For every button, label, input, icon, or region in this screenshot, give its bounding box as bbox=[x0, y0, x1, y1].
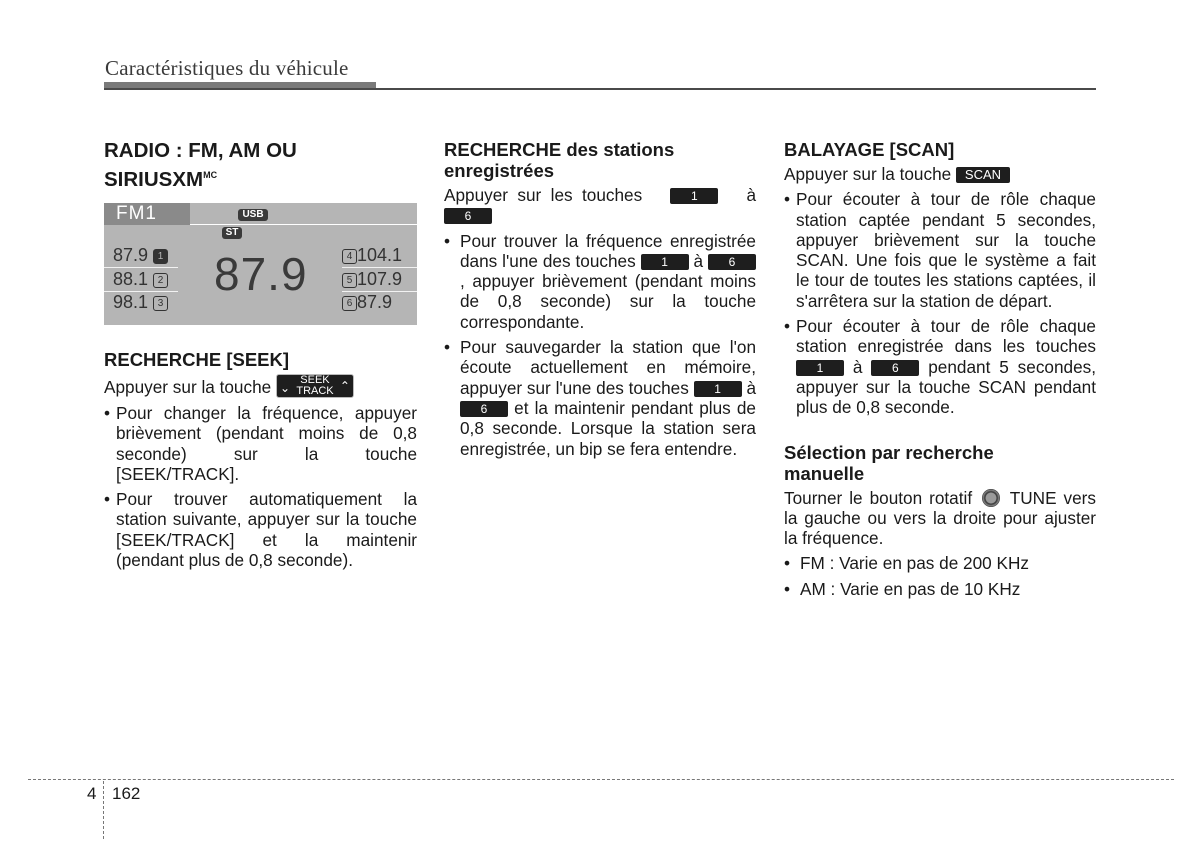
scan-key: SCAN bbox=[956, 167, 1010, 183]
column-scan bbox=[784, 139, 1096, 599]
current-frequency: 87.9 bbox=[214, 248, 308, 300]
scan-intro: Appuyer sur la touche SCAN bbox=[784, 164, 1096, 184]
preset-1: 87.9 1 bbox=[113, 245, 168, 265]
radio-display-illustration bbox=[104, 203, 417, 325]
preset-6: 6 87.9 bbox=[342, 292, 392, 312]
section-heading-scan: BALAYAGE [SCAN] bbox=[784, 139, 955, 160]
list-item: • Pour trouver la fréquence enregistrée dans l'une des touches 1 à 6, appuyer brièvement (pendant moins de 0,8 seconde) sur la touche correspondante. bbox=[444, 231, 756, 332]
list-item: • Pour trouver automatiquement la station suivante, appuyer sur la touche [SEEK/TRACK] et la maintenir (pendant plus de 0,8 seconde). bbox=[104, 489, 417, 570]
band-tab bbox=[104, 203, 190, 225]
preset-key-6: 6 bbox=[871, 360, 919, 376]
section-heading-seek: RECHERCHE [SEEK] bbox=[104, 349, 290, 370]
preset-key-6: 6 bbox=[708, 254, 756, 270]
preset-key-1: 1 bbox=[670, 188, 718, 204]
list-item: • Pour écouter à tour de rôle chaque station captée pendant 5 secondes, appuyer brièvement sur la touche SCAN. Une fois que le système a fait le tour de toutes les stations captées, il s'arrêtera sur la station de départ. bbox=[784, 189, 1096, 311]
preset-4: 4 104.1 bbox=[342, 245, 402, 265]
preset-key-1: 1 bbox=[796, 360, 844, 376]
list-item: • FM : Varie en pas de 200 KHz bbox=[784, 553, 1096, 573]
list-item: • Pour sauvegarder la station que l'on écoute actuellement en mémoire, appuyer sur l'une des touches 1 à 6 et la maintenir pendant plus de 0,8 seconde. Lorsque la station sera enregistrée, un bip se fera entendre. bbox=[444, 337, 756, 459]
manual-intro: Tourner le bouton rotatif TUNE vers la gauche ou vers la droite pour ajuster la fréquence. bbox=[784, 487, 1096, 549]
preset-key-1: 1 bbox=[694, 381, 742, 397]
preset-bullets bbox=[444, 231, 756, 459]
chevron-down-icon: ⌄ bbox=[279, 381, 291, 395]
section-heading-preset: RECHERCHE des stations enregistrées bbox=[444, 139, 675, 181]
scan-bullets bbox=[784, 189, 1096, 417]
running-header: Caractéristiques du véhicule bbox=[105, 56, 349, 80]
seek-track-button-icon: ⌄ SEEK TRACK ⌃ bbox=[276, 374, 354, 398]
preset-3: 98.1 3 bbox=[113, 292, 168, 312]
header-rule bbox=[104, 88, 1096, 90]
section-heading-manual: Sélection par recherche manuelle bbox=[784, 441, 994, 484]
list-item: • AM : Varie en pas de 10 KHz bbox=[784, 579, 1096, 599]
seek-bullets bbox=[104, 403, 417, 570]
chapter-number: 4 bbox=[87, 784, 97, 803]
footer-rule bbox=[28, 779, 1174, 780]
column-preset-search bbox=[444, 139, 756, 459]
preset-intro: Appuyer sur les touches 1 à 6 bbox=[444, 185, 756, 224]
footer-divider bbox=[103, 781, 104, 839]
manual-steps bbox=[784, 553, 1096, 599]
preset-5: 5 107.9 bbox=[342, 269, 402, 289]
preset-key-6: 6 bbox=[444, 208, 492, 224]
chevron-up-icon: ⌃ bbox=[339, 379, 350, 393]
list-item: • Pour changer la fréquence, appuyer brièvement (pendant moins de 0,8 seconde) sur la touche [SEEK/TRACK]. bbox=[104, 403, 417, 484]
stereo-badge: ST bbox=[222, 227, 242, 239]
list-item: • Pour écouter à tour de rôle chaque station enregistrée dans les touches 1 à 6 pendant 5 secondes, appuyer sur la touche SCAN pendant plus de 0,8 seconde. bbox=[784, 316, 1096, 417]
section-title-radio: RADIO : FM, AM OU $SIRIUSXM^{MC}$ bbox=[104, 139, 297, 191]
preset-key-1: 1 bbox=[641, 254, 689, 270]
tune-knob-icon bbox=[982, 489, 1000, 507]
page-number: 162 bbox=[112, 784, 141, 803]
band-label: FM1 bbox=[116, 203, 157, 224]
usb-badge: USB bbox=[238, 209, 268, 221]
preset-key-6: 6 bbox=[460, 401, 508, 417]
preset-2: 88.1 2 bbox=[113, 269, 168, 289]
seek-intro: Appuyer sur la touche ⌄ SEEK TRACK ⌃ bbox=[104, 374, 417, 398]
column-radio bbox=[104, 139, 417, 570]
